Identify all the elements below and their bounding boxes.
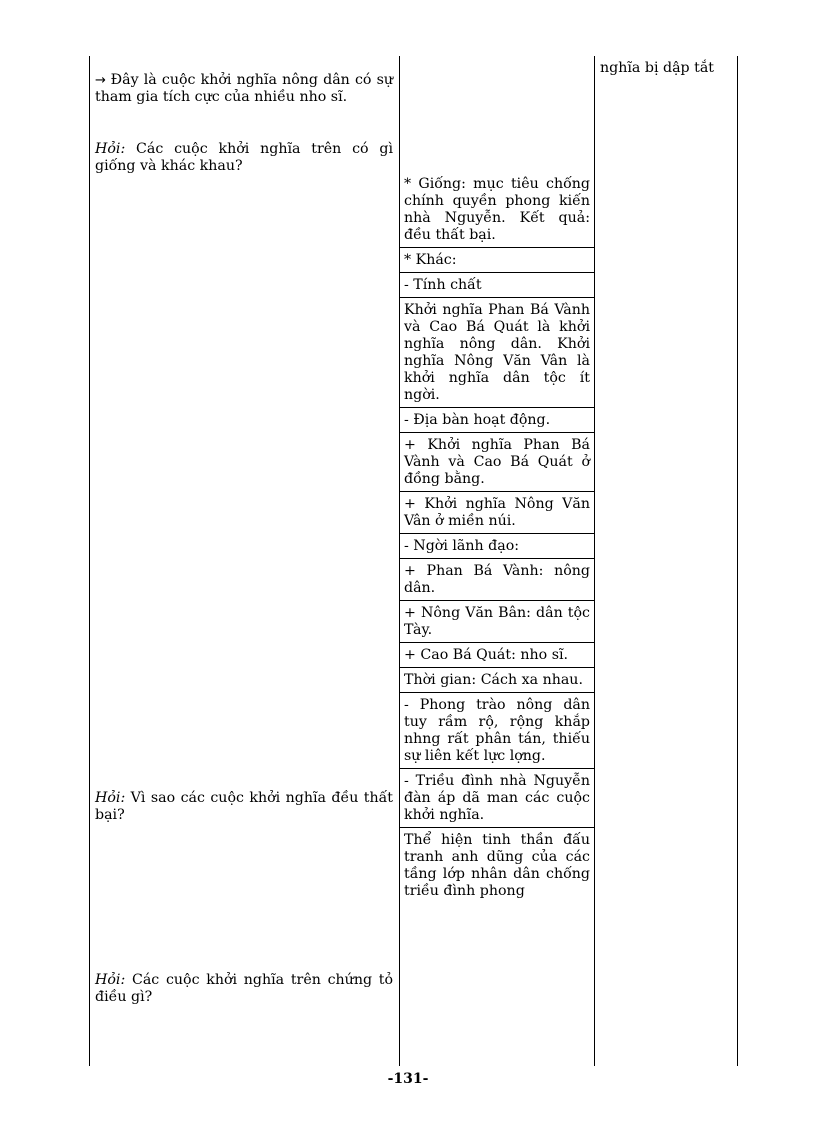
answer-area-plain: + Khởi nghĩa Phan Bá Vành và Cao Bá Quát ở đồng bằng.	[404, 437, 590, 487]
answer-failure-reason-2: - Triều đình nhà Nguyễn đàn áp dã man các cuộc khởi nghĩa.	[404, 773, 590, 823]
left-paragraph-conclusion: → Đây là cuộc khởi nghĩa nông dân có sự tham gia tích cực của nhiều nho sĩ.	[95, 72, 394, 105]
answer-nature-detail: Khởi nghĩa Phan Bá Vành và Cao Bá Quát là khởi nghĩa nông dân. Khởi nghĩa Nông Văn Vân là khởi nghĩa dân tộc ít ngời.	[404, 302, 590, 403]
arrow-right-icon: →	[95, 73, 111, 88]
question-label: Hỏi:	[95, 141, 126, 157]
table-border-left	[89, 56, 90, 1066]
answer-failure-reason-1: - Phong trào nông dân tuy rầm rộ, rộng khắp nhng rất phân tán, thiếu sự liên kết lực lợng.	[404, 697, 590, 764]
left-question-compare: Hỏi: Các cuộc khởi nghĩa trên có gì giống và khác khau?	[95, 141, 393, 174]
answer-difference-heading: * Khác:	[404, 252, 457, 268]
page-number: -131-	[387, 1071, 429, 1087]
answer-leader-heading: - Ngời lãnh đạo:	[404, 538, 520, 554]
answer-leader-phan-ba-vanh: + Phan Bá Vành: nông dân.	[404, 563, 590, 596]
student-answer-column	[404, 176, 590, 900]
answer-meaning: Thể hiện tinh thần đấu tranh anh dũng của các tầng lớp nhân dân chống triều đình phong	[404, 832, 590, 899]
answer-area-mountain: + Khởi nghĩa Nông Văn Vân ở miền núi.	[404, 496, 590, 529]
question-label: Hỏi:	[95, 972, 126, 988]
notes-column	[600, 60, 732, 77]
answer-area-heading: - Địa bàn hoạt động.	[404, 412, 551, 428]
question-label: Hỏi:	[95, 790, 126, 806]
left-question-failure: Hỏi: Vì sao các cuộc khởi nghĩa đều thất bại?	[95, 790, 393, 823]
answer-time: Thời gian: Cách xa nhau.	[404, 672, 583, 688]
teacher-activity-column	[95, 0, 393, 1066]
table-border-right	[737, 56, 738, 1066]
answer-leader-cao-ba-quat: + Cao Bá Quát: nho sĩ.	[404, 647, 569, 663]
answer-leader-nong-van-ban: + Nông Văn Bân: dân tộc Tày.	[404, 605, 590, 638]
note-text: nghĩa bị dập tắt	[600, 60, 714, 76]
answer-similarity: * Giống: mục tiêu chống chính quyền phong kiến nhà Nguyễn. Kết quả: đều thất bại.	[404, 176, 590, 243]
answer-nature-heading: - Tính chất	[404, 277, 482, 293]
left-question-meaning: Hỏi: Các cuộc khởi nghĩa trên chứng tỏ điều gì?	[95, 972, 393, 1005]
